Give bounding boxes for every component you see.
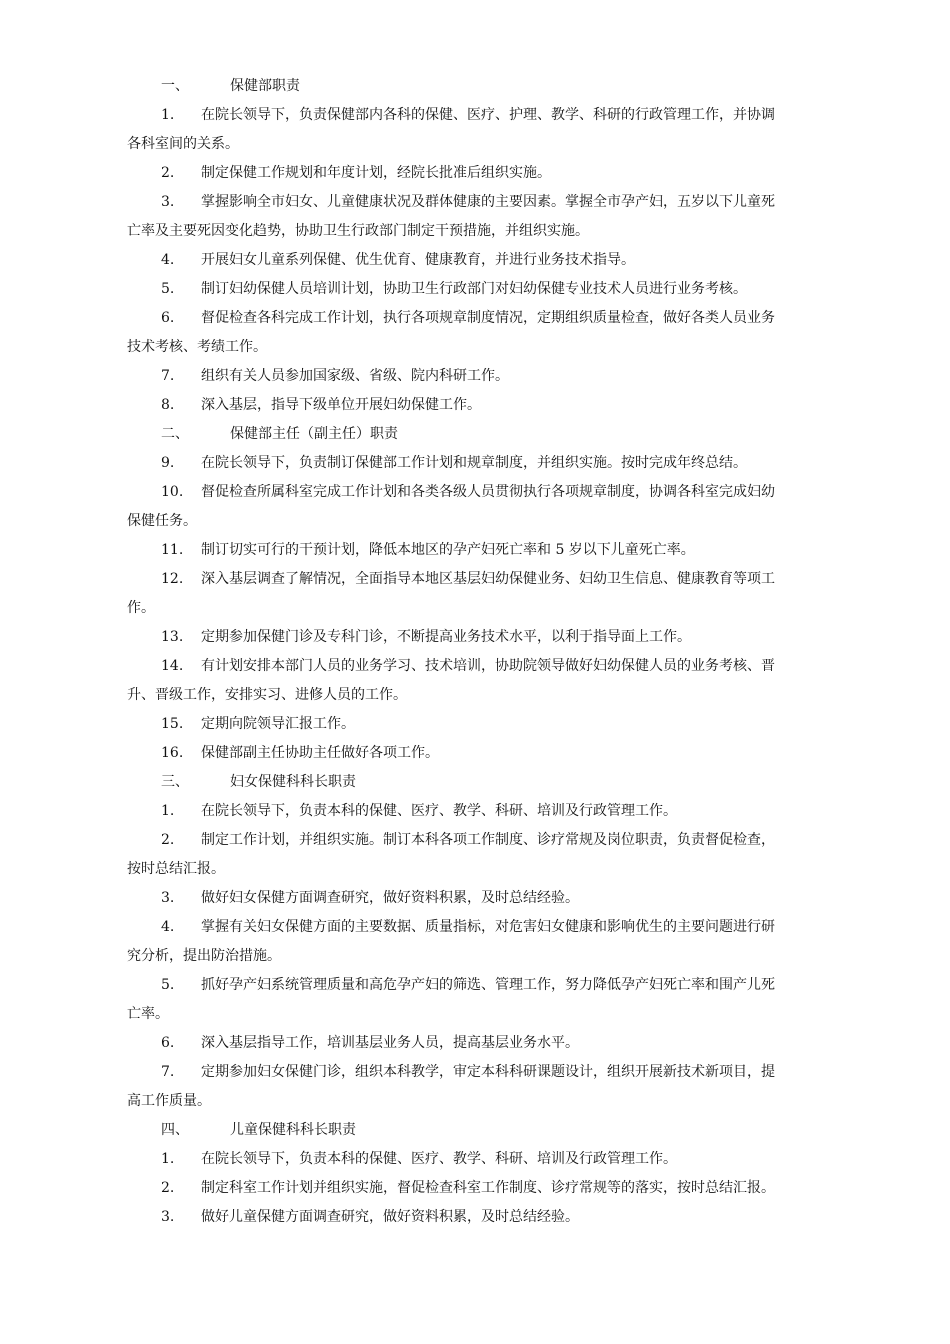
item-number: 1. <box>161 107 175 123</box>
item-text: 在院长领导下，负责制订保健部工作计划和规章制度，并组织实施。按时完成年终总结。 <box>201 455 747 471</box>
section-heading <box>0 420 950 449</box>
list-item <box>0 826 950 884</box>
item-text: 有计划安排本部门人员的业务学习、技术培训，协助院领导做好妇幼保健人员的业务考核、晋 <box>201 658 775 674</box>
item-text: 深入基层指导工作，培训基层业务人员，提高基层业务水平。 <box>201 1035 579 1051</box>
item-text: 深入基层，指导下级单位开展妇幼保健工作。 <box>201 397 481 413</box>
item-text: 掌握有关妇女保健方面的主要数据、质量指标，对危害妇女健康和影响优生的主要问题进行研 <box>201 919 775 935</box>
section-title: 儿童保健科科长职责 <box>230 1122 356 1138</box>
item-text-continuation: 亡率及主要死因变化趋势，协助卫生行政部门制定干预措施，并组织实施。 <box>127 223 589 239</box>
item-text: 制定科室工作计划并组织实施，督促检查科室工作制度、诊疗常规等的落实，按时总结汇报。 <box>201 1180 775 1196</box>
list-item <box>0 884 950 913</box>
list-item <box>0 449 950 478</box>
list-item <box>0 275 950 304</box>
section-number: 三、 <box>161 774 189 790</box>
item-number: 8. <box>161 397 175 413</box>
list-item <box>0 1203 950 1232</box>
list-item <box>0 797 950 826</box>
item-number: 7. <box>161 368 175 384</box>
section-number: 四、 <box>161 1122 189 1138</box>
item-text: 掌握影响全市妇女、儿童健康状况及群体健康的主要因素。掌握全市孕产妇，五岁以下儿童死 <box>201 194 775 210</box>
list-item <box>0 391 950 420</box>
list-item <box>0 739 950 768</box>
item-number: 6. <box>161 310 175 326</box>
section-heading <box>0 72 950 101</box>
item-text: 定期参加保健门诊及专科门诊，不断提高业务技术水平，以利于指导面上工作。 <box>201 629 691 645</box>
item-text: 督促检查各科完成工作计划，执行各项规章制度情况，定期组织质量检查，做好各类人员业务 <box>201 310 775 326</box>
item-number: 10. <box>161 484 184 500</box>
list-item <box>0 1029 950 1058</box>
list-item <box>0 1058 950 1116</box>
item-number: 13. <box>161 629 184 645</box>
list-item <box>0 1145 950 1174</box>
list-item <box>0 101 950 159</box>
item-text: 定期向院领导汇报工作。 <box>201 716 355 732</box>
item-text-continuation: 高工作质量。 <box>127 1093 211 1109</box>
list-item <box>0 246 950 275</box>
section-title: 妇女保健科科长职责 <box>230 774 356 790</box>
item-number: 16. <box>161 745 184 761</box>
item-number: 14. <box>161 658 184 674</box>
item-text: 在院长领导下，负责本科的保健、医疗、教学、科研、培训及行政管理工作。 <box>201 1151 677 1167</box>
item-text: 制订切实可行的干预计划，降低本地区的孕产妇死亡率和 5 岁以下儿童死亡率。 <box>201 542 695 558</box>
item-text: 做好妇女保健方面调查研究，做好资料积累，及时总结经验。 <box>201 890 579 906</box>
item-text-continuation: 按时总结汇报。 <box>127 861 225 877</box>
list-item <box>0 478 950 536</box>
item-number: 7. <box>161 1064 175 1080</box>
list-item <box>0 1174 950 1203</box>
item-text-continuation: 保健任务。 <box>127 513 197 529</box>
list-item <box>0 623 950 652</box>
item-number: 1. <box>161 803 175 819</box>
item-text-continuation: 究分析，提出防治措施。 <box>127 948 281 964</box>
item-text: 在院长领导下，负责保健部内各科的保健、医疗、护理、教学、科研的行政管理工作，并协调 <box>201 107 775 123</box>
item-number: 12. <box>161 571 184 587</box>
list-item <box>0 565 950 623</box>
list-item <box>0 362 950 391</box>
item-text: 督促检查所属科室完成工作计划和各类各级人员贯彻执行各项规章制度，协调各科室完成妇幼 <box>201 484 775 500</box>
item-text: 制订妇幼保健人员培训计划，协助卫生行政部门对妇幼保健专业技术人员进行业务考核。 <box>201 281 747 297</box>
item-text-continuation: 作。 <box>127 600 155 616</box>
item-text: 保健部副主任协助主任做好各项工作。 <box>201 745 439 761</box>
item-text: 制定工作计划，并组织实施。制订本科各项工作制度、诊疗常规及岗位职责，负责督促检查， <box>201 832 775 848</box>
item-text: 抓好孕产妇系统管理质量和高危孕产妇的筛选、管理工作，努力降低孕产妇死亡率和围产儿死 <box>201 977 775 993</box>
item-number: 3. <box>161 1209 175 1225</box>
item-number: 2. <box>161 165 175 181</box>
list-item <box>0 536 950 565</box>
item-number: 3. <box>161 890 175 906</box>
list-item <box>0 304 950 362</box>
list-item <box>0 971 950 1029</box>
section-number: 二、 <box>161 426 189 442</box>
item-text: 组织有关人员参加国家级、省级、院内科研工作。 <box>201 368 509 384</box>
item-text: 开展妇女儿童系列保健、优生优育、健康教育，并进行业务技术指导。 <box>201 252 635 268</box>
item-number: 5. <box>161 281 175 297</box>
item-number: 11. <box>161 542 184 558</box>
item-number: 4. <box>161 252 175 268</box>
section-number: 一、 <box>161 78 189 94</box>
document-page <box>0 72 950 1232</box>
list-item <box>0 710 950 739</box>
item-number: 9. <box>161 455 175 471</box>
item-text-continuation: 各科室间的关系。 <box>127 136 239 152</box>
section-title: 保健部职责 <box>230 78 300 94</box>
item-text: 定期参加妇女保健门诊，组织本科教学，审定本科科研课题设计，组织开展新技术新项目，提 <box>201 1064 775 1080</box>
item-number: 1. <box>161 1151 175 1167</box>
item-number: 2. <box>161 832 175 848</box>
list-item <box>0 652 950 710</box>
item-text: 制定保健工作规划和年度计划，经院长批准后组织实施。 <box>201 165 551 181</box>
list-item <box>0 159 950 188</box>
item-number: 2. <box>161 1180 175 1196</box>
section-heading <box>0 1116 950 1145</box>
list-item <box>0 913 950 971</box>
item-text-continuation: 技术考核、考绩工作。 <box>127 339 267 355</box>
item-number: 6. <box>161 1035 175 1051</box>
item-text: 在院长领导下，负责本科的保健、医疗、教学、科研、培训及行政管理工作。 <box>201 803 677 819</box>
list-item <box>0 188 950 246</box>
item-text: 深入基层调查了解情况，全面指导本地区基层妇幼保健业务、妇幼卫生信息、健康教育等项工 <box>201 571 775 587</box>
section-heading <box>0 768 950 797</box>
item-text-continuation: 亡率。 <box>127 1006 169 1022</box>
item-number: 15. <box>161 716 184 732</box>
item-text-continuation: 升、晋级工作，安排实习、进修人员的工作。 <box>127 687 407 703</box>
item-number: 3. <box>161 194 175 210</box>
item-text: 做好儿童保健方面调查研究，做好资料积累，及时总结经验。 <box>201 1209 579 1225</box>
item-number: 4. <box>161 919 175 935</box>
item-number: 5. <box>161 977 175 993</box>
section-title: 保健部主任（副主任）职责 <box>230 426 398 442</box>
